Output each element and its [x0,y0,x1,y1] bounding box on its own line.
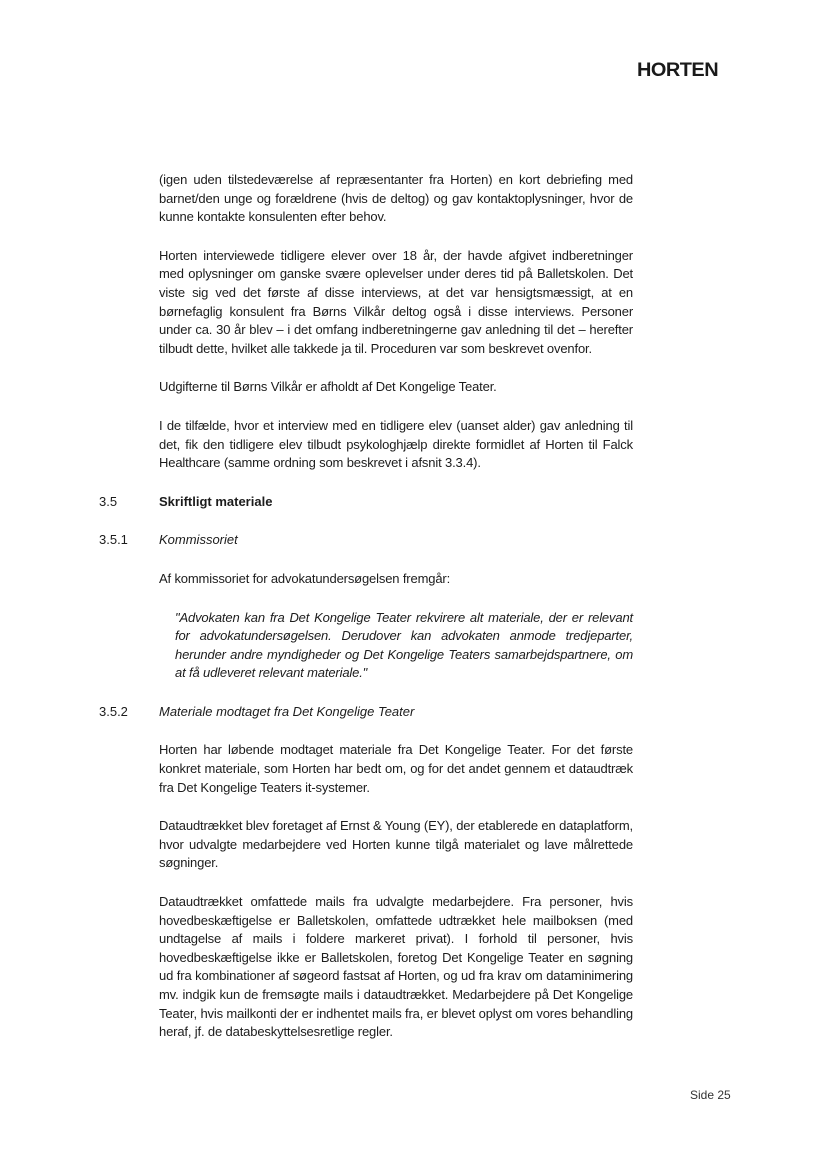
commission-quote: "Advokaten kan fra Det Kongelige Teater rekvirere alt materiale, der er relevant for advokatundersøgelsen. Derudover kan advokaten anmode tredjeparter, herunder andre myndigheder og Det Kongelige Teaters samarbejdspartnere, om at få udleveret relevant materiale." [175,609,633,681]
section-number: 3.5.1 [99,532,128,548]
section-number: 3.5 [99,493,118,509]
paragraph-psychologist: I de tilfælde, hvor et interview med en tidligere elev (uanset alder) gav anledning til det, fik den tidligere elev tilbudt psykologhjælp direkte formidlet af Horten til Falck Healthcare (samme ordning som beskrevet i afsnit 3.3.4). [159,417,633,471]
paragraph-debriefing: (igen uden tilstedeværelse af repræsentanter fra Horten) en kort debriefing med barnet/den unge og forældrene (hvis de deltog) og gav kontaktoplysninger, hvor de kunne kontakte konsulenten efter behov. [159,172,633,225]
paragraph-data-extraction: Dataudtrækket blev foretaget af Ernst & Young (EY), der etablerede en dataplatform, hvor udvalgte medarbejdere ved Horten kunne tilgå materialet og lave målrettede søgninger. [159,818,633,871]
section-title: Materiale modtaget fra Det Kongelige Teater [159,703,415,719]
paragraph-expenses: Udgifterne til Børns Vilkår er afholdt af Det Kongelige Teater. [159,379,497,395]
section-number: 3.5.2 [99,703,128,719]
section-heading-3-5 [99,493,633,512]
paragraph-interviews: Horten interviewede tidligere elever over 18 år, der havde afgivet indberetninger med oplysninger om ganske svære oplevelser under deres tid på Balletskolen. Det viste sig ved det første af disse interviews, at det var hensigtsmæssigt, at en børnefaglig konsulent fra Børns Vilkår deltog også i disse interviews. Personer under ca. 30 år blev – i det omfang indberetningerne gav anledning til det – herefter tilbudt dette, hvilket alle takkede ja til. Proceduren var som beskrevet ovenfor. [159,247,633,356]
section-heading-3-5-2 [99,703,633,722]
paragraph-materials-received: Horten har løbende modtaget materiale fra Det Kongelige Teater. For det første konkret materiale, som Horten har bedt om, og for det andet gennem et dataudtræk fra Det Kongelige Teaters it-systemer. [159,742,633,795]
section-title: Kommissoriet [159,532,238,548]
paragraph-mail-scope: Dataudtrækket omfattede mails fra udvalgte medarbejdere. Fra personer, hvis hovedbeskæftigelse er Balletskolen, omfattede udtrækket hele mailboksen (med undtagelse af mails i foldere markeret privat). I forhold til personer, hvis hovedbeskæftigelse ikke er Balletskolen, foretog Det Kongelige Teater en søgning ud fra kombinationer af søgeord fastsat af Horten, og ud fra krav om dataminimering mv. indgik kun de fremsøgte mails i dataudtrækket. Medarbejdere på Det Kongelige Teater, hvis mailkonti der er indhentet mails fra, er blevet oplyst om vores behandling heraf, jf. de databeskyttelsesretlige regler. [159,894,633,1040]
section-heading-3-5-1 [99,531,633,550]
paragraph-commission-intro: Af kommissoriet for advokatundersøgelsen fremgår: [159,570,451,586]
document-body [99,171,633,1062]
horten-logo: HORTEN [637,60,719,81]
section-title: Skriftligt materiale [159,493,273,509]
page-number: Side 25 [690,1088,731,1102]
